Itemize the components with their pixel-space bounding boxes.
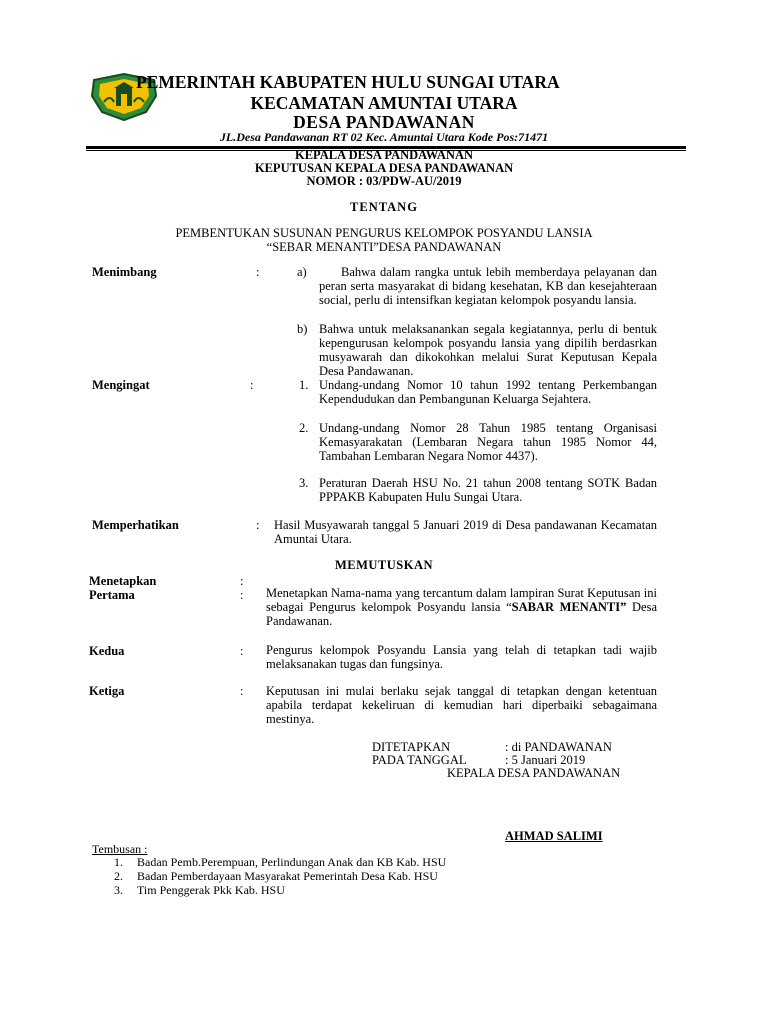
issuer-title: KEPALA DESA PANDAWANAN bbox=[294, 148, 474, 162]
menetapkan-colon: : bbox=[240, 574, 244, 588]
mengingat-item-1-marker: 1. bbox=[299, 378, 309, 392]
ditetapkan-value: : di PANDAWANAN bbox=[505, 740, 612, 754]
ditetapkan-label: DITETAPKAN bbox=[372, 740, 451, 754]
pertama-label: Pertama bbox=[89, 588, 135, 602]
menimbang-b-marker: b) bbox=[297, 322, 308, 336]
mengingat-item-2-marker: 2. bbox=[299, 421, 309, 435]
mengingat-item-2-text: Undang-undang Nomor 28 Tahun 1985 tentang Organisasi Kemasyarakatan (Lembaran Negara tahun 1985 Nomor 44, Tambahan Lembaran Negara Nomor 4437). bbox=[319, 421, 657, 463]
memperhatikan-colon: : bbox=[256, 518, 260, 532]
memutuskan-heading: MEMUTUSKAN bbox=[334, 558, 434, 572]
mengingat-item-3-text: Peraturan Daerah HSU No. 21 tahun 2008 tentang SOTK Badan PPPAKB Kabupaten Hulu Sungai Utara. bbox=[319, 476, 657, 504]
tembusan-item-1-text: Badan Pemb.Perempuan, Perlindungan Anak dan KB Kab. HSU bbox=[137, 855, 447, 869]
memperhatikan-text: Hasil Musyawarah tanggal 5 Januari 2019 di Desa pandawanan Kecamatan Amuntai Utara. bbox=[274, 518, 657, 546]
kedua-colon: : bbox=[240, 644, 244, 658]
decree-number: NOMOR : 03/PDW-AU/2019 bbox=[306, 174, 462, 188]
subject-line-2: “SEBAR MENANTI”DESA PANDAWANAN bbox=[266, 240, 502, 254]
mengingat-item-1-text: Undang-undang Nomor 10 tahun 1992 tentang Perkembangan Kependudukan dan Pembangunan Keluarga Sejahtera. bbox=[319, 378, 657, 406]
kedua-label: Kedua bbox=[89, 644, 125, 658]
tanggal-label: PADA TANGGAL bbox=[372, 753, 467, 767]
ketiga-colon: : bbox=[240, 684, 244, 698]
letterhead-district: KECAMATAN AMUNTAI UTARA bbox=[250, 93, 518, 113]
mengingat-colon: : bbox=[250, 378, 254, 392]
ketiga-label: Ketiga bbox=[89, 684, 125, 698]
letterhead-government: PEMERINTAH KABUPATEN HULU SUNGAI UTARA bbox=[136, 72, 560, 92]
pertama-colon: : bbox=[240, 588, 244, 602]
pertama-text-bold: SABAR MENANTI” bbox=[511, 600, 627, 614]
tembusan-item-2-marker: 2. bbox=[114, 869, 123, 883]
decree-title: KEPUTUSAN KEPALA DESA PANDAWANAN bbox=[254, 161, 514, 175]
menimbang-a-text: Bahwa dalam rangka untuk lebih memberdaya pelayanan dan peran serta masyarakat di bidang kesehatan, KB dan kesejahteraan social, perlu di intensifkan kegiatan kelompok posyandu lansia. bbox=[319, 265, 657, 307]
kedua-text: Pengurus kelompok Posyandu Lansia yang telah di tetapkan tadi wajib melaksanakan tugas dan fungsinya. bbox=[266, 643, 657, 671]
letterhead-village: DESA PANDAWANAN bbox=[293, 112, 475, 132]
tembusan-item-2-text: Badan Pemberdayaan Masyarakat Pemerintah Desa Kab. HSU bbox=[137, 869, 438, 883]
letterhead-address: JL.Desa Pandawanan RT 02 Kec. Amuntai Utara Kode Pos:71471 bbox=[219, 130, 549, 144]
tembusan-item-1-marker: 1. bbox=[114, 855, 123, 869]
signatory-position: KEPALA DESA PANDAWANAN bbox=[447, 766, 621, 780]
pertama-text-post: Desa Pandawanan. bbox=[266, 600, 657, 628]
menimbang-a-marker: a) bbox=[297, 265, 307, 279]
subject-line-1: PEMBENTUKAN SUSUNAN PENGURUS KELOMPOK POSYANDU LANSIA bbox=[175, 226, 593, 240]
ketiga-text: Keputusan ini mulai berlaku sejak tanggal di tetapkan dengan ketentuan apabila terdapat kekeliruan di kemudian hari diperbaiki sebagaimana mestinya. bbox=[266, 684, 657, 726]
menimbang-colon: : bbox=[256, 265, 260, 279]
mengingat-item-3-marker: 3. bbox=[299, 476, 309, 490]
signatory-name: AHMAD SALIMI bbox=[505, 829, 603, 843]
tembusan-item-3-marker: 3. bbox=[114, 883, 123, 897]
pertama-text-pre: Menetapkan Nama-nama yang tercantum dalam lampiran Surat Keputusan ini sebagai Pengurus kelompok Posyandu lansia “ bbox=[266, 586, 657, 614]
tembusan-label: Tembusan : bbox=[92, 842, 148, 856]
tanggal-value: : 5 Januari 2019 bbox=[505, 753, 586, 767]
menetapkan-label: Menetapkan bbox=[89, 574, 157, 588]
pertama-text bbox=[266, 586, 657, 628]
memperhatikan-label: Memperhatikan bbox=[92, 518, 179, 532]
menimbang-label: Menimbang bbox=[92, 265, 157, 279]
mengingat-label: Mengingat bbox=[92, 378, 150, 392]
menimbang-b-text: Bahwa untuk melaksanankan segala kegiatannya, perlu di bentuk kepengurusan kelompok posyandu lansia yang dipilih berdasrkan musyawarah dan dikokohkan melalui Surat Keputusan Kepala Desa Pandawanan. bbox=[319, 322, 657, 378]
about-heading: TENTANG bbox=[350, 200, 418, 214]
tembusan-item-3-text: Tim Penggerak Pkk Kab. HSU bbox=[137, 883, 285, 897]
